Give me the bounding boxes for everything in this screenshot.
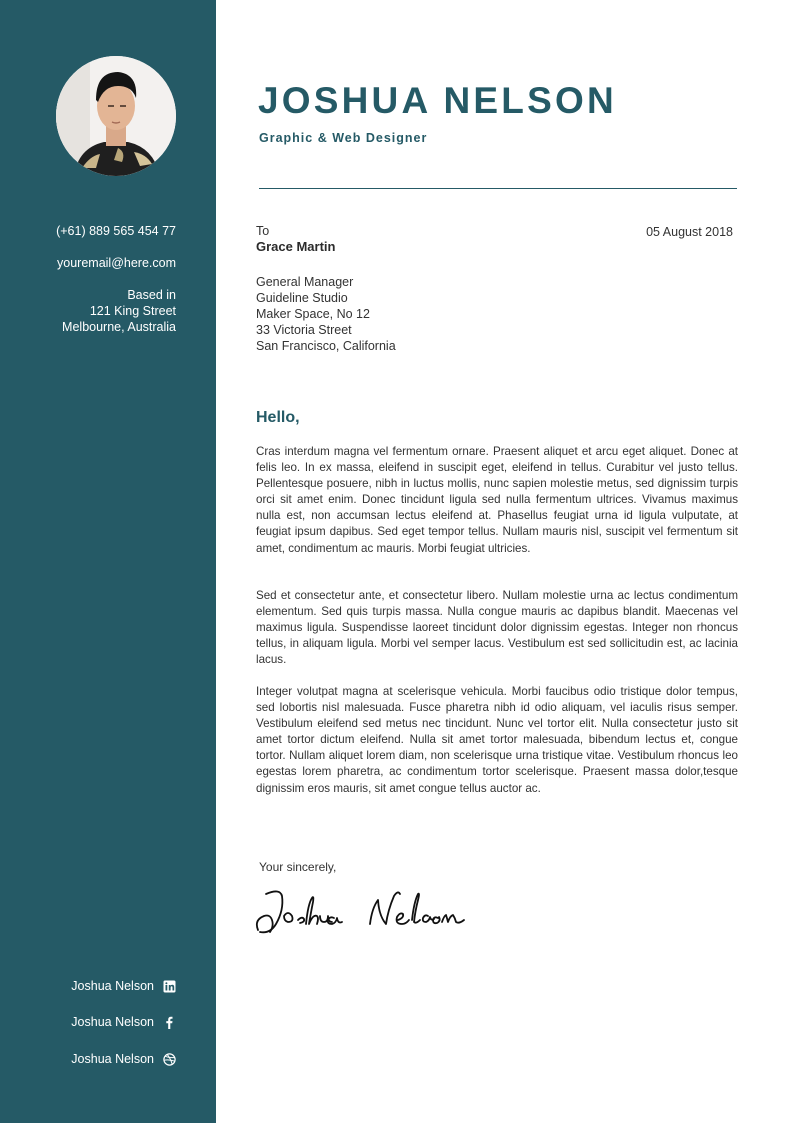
recipient-name: Grace Martin — [256, 239, 336, 254]
location-line: Based in — [127, 288, 176, 302]
linkedin-icon — [163, 980, 176, 993]
body-paragraph: Cras interdum magna vel fermentum ornare. Praesent aliquet et arcu eget aliquet. Donec at felis leo. In ex massa, eleifend in suscipit eget, eleifend in tellus. Curabitur vel justo tellus. Pellentesque posuere, nibh in luctus mollis, nunc sapien molestie metus, sed dignissim turpis orci sit amet enim. Donec tincidunt ligula sed nulla fermentum ultrices. Vivamus maximus nulla est, non accumsan lectus eleifend at. Phasellus feugiat urna id ligula vulputate, at feugiat ipsum dapibus. Sed eget tempor tellus. Nullam mauris nisl, suscipit vel fermentum sit amet, condimentum ac mauris. Morbi feugiat ultricies. — [256, 445, 738, 555]
phone-number[interactable]: (+61) 889 565 454 77 — [56, 224, 176, 238]
social-label: Joshua Nelson — [71, 979, 154, 993]
facebook-icon — [163, 1016, 176, 1029]
job-title: Graphic & Web Designer — [259, 131, 428, 145]
address-line: Maker Space, No 12 — [256, 307, 370, 322]
recipient-address — [256, 274, 396, 354]
social-facebook[interactable] — [0, 1012, 176, 1032]
portrait-image — [56, 56, 176, 176]
location-line: Melbourne, Australia — [62, 320, 176, 334]
email-address[interactable]: youremail@here.com — [57, 256, 176, 270]
location-line: 121 King Street — [89, 304, 176, 318]
handwritten-signature — [252, 880, 484, 940]
closing: Your sincerely, — [259, 860, 337, 874]
body-paragraph: Sed et consectetur ante, et consectetur libero. Nullam molestie urna ac lectus condimentum elementum. Sed quis turpis massa. Nulla congue mauris ac dapibus blandit. Maecenas vel maximus ligula. Suspendisse laoreet tincidunt dolor dignissim egestas. Integer non rhoncus tellus, in aliquam ligula. Morbi vel semper lacus. Vestibulum est sed sollicitudin est, ac lacinia lacus. — [256, 589, 738, 667]
signature — [252, 880, 484, 945]
body-paragraph: Integer volutpat magna at scelerisque vehicula. Morbi faucibus odio tristique dolor tempus, sed lobortis nisl malesuada. Fusce pharetra nibh id odio aliquam, vel iaculis risus semper. Vestibulum eleifend sed metus nec tincidunt. Nunc vel tortor elit. Nulla consectetur justo sit amet tortor dictum eleifend. Nulla sit amet tortor malesuada, bibendum lectus et, congue tortor. Nullam aliquet lorem diam, non scelerisque urna tristique vitae. Vestibulum rhoncus leo egestas lorem pharetra, ac condimentum tortor scelerisque. Praesent massa dolor,tesque dignissim eros mauris, sit amet congue tellus auctor ac. — [256, 685, 738, 795]
header-divider — [259, 188, 737, 189]
applicant-name: JOSHUA NELSON — [258, 80, 617, 121]
to-label: To — [256, 224, 270, 238]
address-line: San Francisco, California — [256, 339, 396, 354]
social-linkedin[interactable] — [0, 976, 176, 996]
letter-date: 05 August 2018 — [646, 225, 733, 239]
address-line: General Manager — [256, 275, 354, 289]
address-line: Guideline Studio — [256, 291, 348, 306]
profile-photo — [56, 56, 176, 176]
address-line: 33 Victoria Street — [256, 323, 352, 338]
social-dribbble[interactable] — [0, 1049, 176, 1069]
greeting: Hello, — [256, 409, 300, 426]
social-label: Joshua Nelson — [71, 1015, 154, 1029]
social-label: Joshua Nelson — [71, 1052, 154, 1066]
location — [62, 287, 176, 335]
sidebar — [0, 0, 216, 1123]
dribbble-icon — [163, 1053, 176, 1066]
